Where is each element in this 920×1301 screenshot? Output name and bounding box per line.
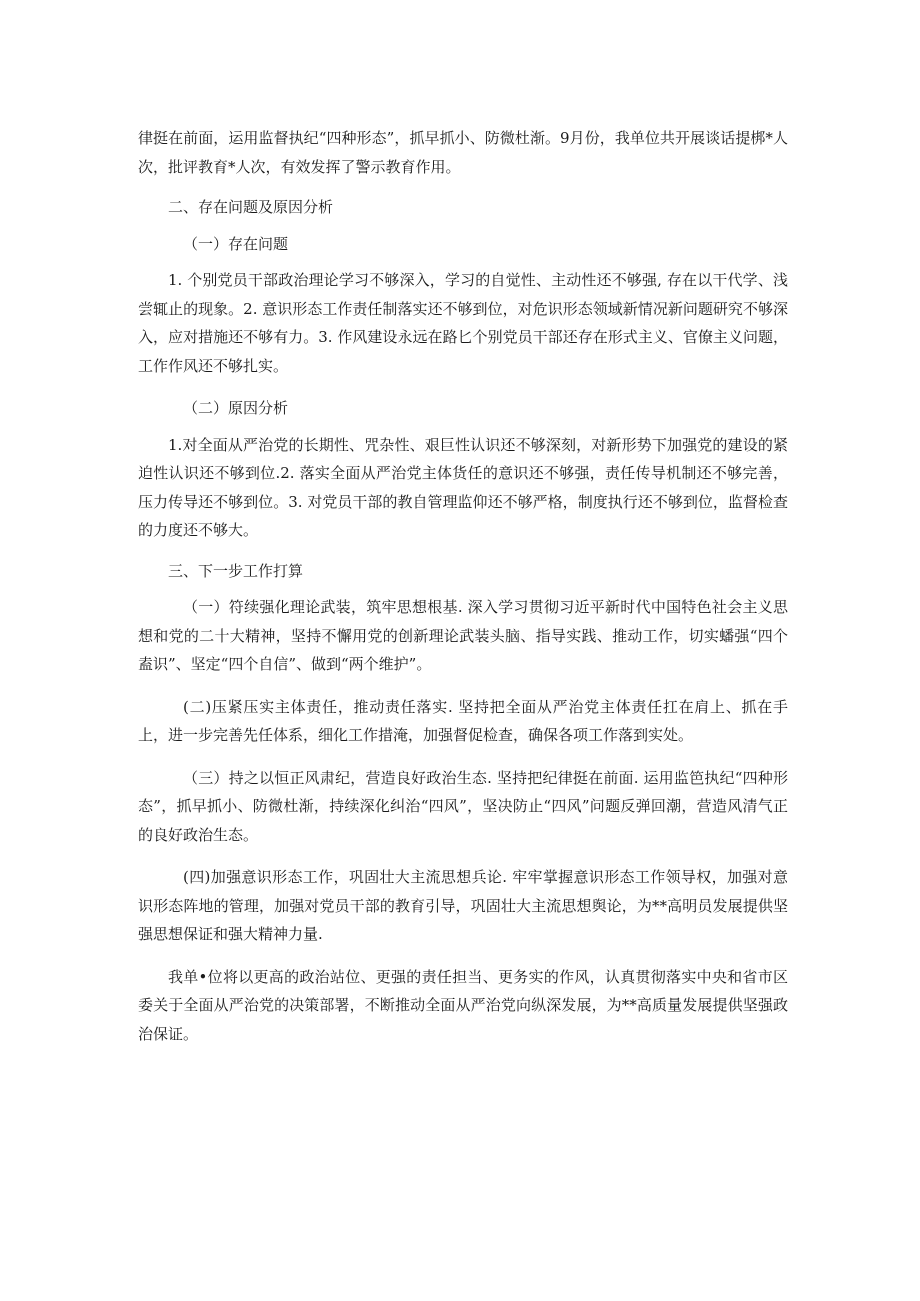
plan-item-1: （一）符续强化理论武装，筑牢思想根基. 深入学习贯彻习近平新时代中国特色社会主义思想和党的二十大精神，坚持不懈用党的创新理论武装头脑、指导实践、推动工作，切实蟠强“四个盍识”、坚定“四个自信”、做到“两个维护”。: [138, 598, 788, 673]
subsection-causes-heading: （二）原因分析: [183, 399, 289, 417]
problems-paragraph: 1. 个别党员干部政治理论学习不够深入，学习的自觉性、主动性还不够强, 存在以干代学、浅尝辄止的现象。2. 意识形态工作责任制落实还不够到位，对危识形态领域新情况新问题研究不够深入，应对措施还不够有力。3. 作风建设永远在路匕个别党员干部还存在形式主义、官僚主义问题，工作作风还不够扎实。: [138, 271, 788, 375]
plan-item-3: （三）持之以恒正风肃纪，营造良好政治生态. 坚持把纪律挺在前面. 运用监笆执纪“四种形态”，抓早抓小、防微杜渐，持续深化纠治“四风”，坚决防止“四风”问题反弹回潮，营造风清气正的良好政治生态。: [138, 768, 788, 844]
causes-paragraph: 1.对全面从严治党的长期性、咒杂性、艰巨性认识还不够深刻，对新形势下加强党的建设的紧迫性认识还不够到位.2. 落实全面从严治党主体货任的意识还不够强，责任传导机制还不够完善，压力传导还不够到位。3. 对党员干部的教自管理监仰还不够严格，制度执行还不够到位，监督检查的力度还不够大。: [138, 435, 788, 539]
plan-item-4: (四)加强意识形态工作，巩固壮大主流思想兵论. 牢牢掌握意识形态工作领导权，加强对意识形态阵地的管理，加强对党员干部的教育引导，巩固壮大主流思想舆论，为**高明员发展提供坚强思想保证和强大精神力量.: [138, 868, 788, 943]
plan-item-2: (二)压紧压实主体责任，推动责任落实. 坚持把全面从严治党主体责任扛在肩上、抓在手上，进一步完善先任体系，细化工作措淹，加强督促检查，确保各项工作落到实处。: [138, 697, 788, 744]
section-3-heading: 三、下一步工作打算: [168, 561, 304, 580]
document-body: [138, 124, 788, 1048]
intro-paragraph: 律挺在前面，运用监督执纪“四种形态”，抓早抓小、防微杜渐。9月份，我单位共开展谈话提梆*人次，批评教育*人次，有效发挥了警示教育作用。: [138, 129, 788, 176]
closing-paragraph: 我单•位将以更高的政治站位、更强的责任担当、更务实的作风，认真贯彻落实中央和省市区委关于全面从严治党的决策部署，不断推动全面从严治党向纵深发展，为**高质量发展提供坚强政治保证。: [138, 967, 788, 1043]
subsection-problems-heading: （一）存在问题: [183, 234, 289, 253]
section-2-heading: 二、存在问题及原因分析: [168, 198, 334, 216]
